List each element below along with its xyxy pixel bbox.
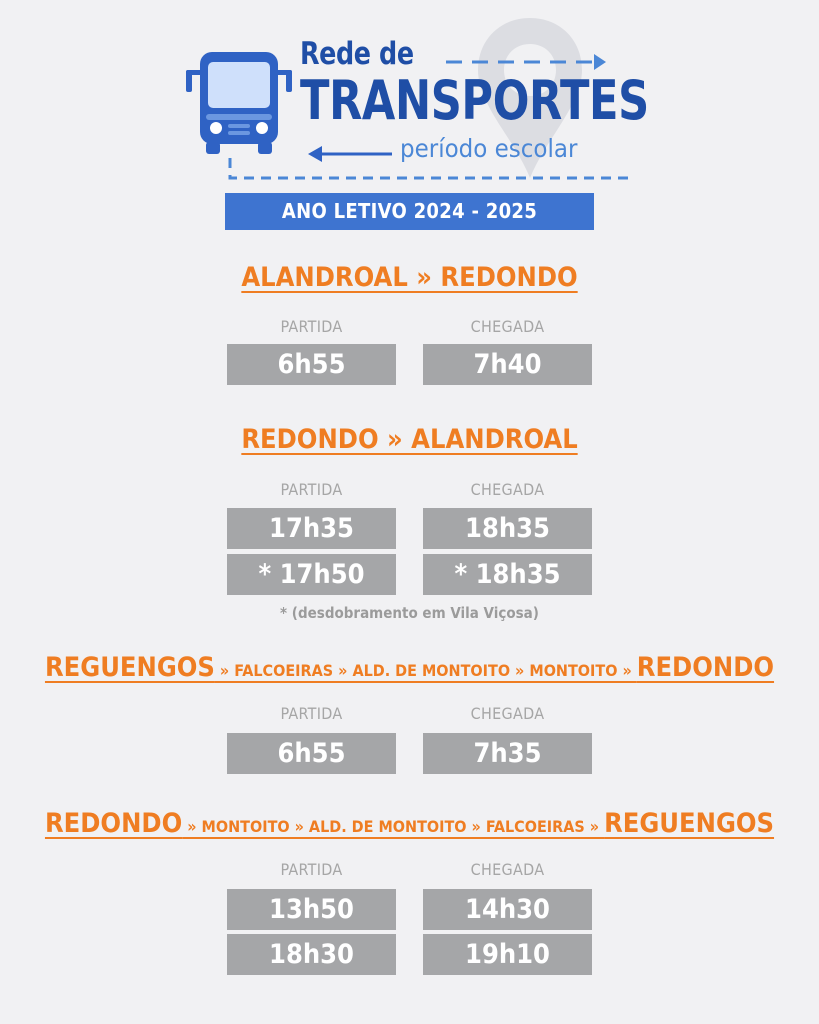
header — [0, 0, 819, 240]
arrow-left-icon — [308, 146, 322, 162]
arrival-label: CHEGADA — [470, 704, 545, 723]
arrival-time: 14h30 — [423, 889, 592, 930]
title-rede: Rede de — [300, 36, 414, 72]
departure-time: 18h30 — [227, 934, 396, 975]
arrival-time: 7h35 — [423, 733, 592, 774]
departure-time: 6h55 — [227, 733, 396, 774]
arrival-label: CHEGADA — [470, 480, 545, 499]
arrival-time: 19h10 — [423, 934, 592, 975]
departure-label: PARTIDA — [280, 704, 343, 723]
departure-time: 17h35 — [227, 508, 396, 549]
arrival-label: CHEGADA — [470, 860, 545, 879]
title-periodo-escolar: período escolar — [400, 134, 578, 163]
route-title-alandroal-redondo: ALANDROAL » REDONDO — [241, 262, 578, 293]
route-title-redondo-alandroal: REDONDO » ALANDROAL — [241, 424, 578, 455]
arrival-label: CHEGADA — [470, 317, 545, 336]
year-banner: ANO LETIVO 2024 - 2025 — [225, 193, 594, 230]
departure-time: 6h55 — [227, 344, 396, 385]
arrival-time: * 18h35 — [423, 554, 592, 595]
departure-time: 13h50 — [227, 889, 396, 930]
departure-time: * 17h50 — [227, 554, 396, 595]
footnote: * (desdobramento em Vila Viçosa) — [280, 604, 539, 622]
departure-label: PARTIDA — [280, 317, 343, 336]
arrival-time: 18h35 — [423, 508, 592, 549]
title-transportes: TRANSPORTES — [300, 69, 649, 132]
departure-label: PARTIDA — [280, 860, 343, 879]
arrival-time: 7h40 — [423, 344, 592, 385]
departure-label: PARTIDA — [280, 480, 343, 499]
route-title-reguengos-redondo: REGUENGOS » FALCOEIRAS » ALD. DE MONTOITO » MONTOITO » REDONDO — [44, 652, 775, 683]
arrow-right-icon — [594, 54, 606, 70]
route-title-redondo-reguengos: REDONDO » MONTOITO » ALD. DE MONTOITO » FALCOEIRAS » REGUENGOS — [44, 808, 775, 839]
